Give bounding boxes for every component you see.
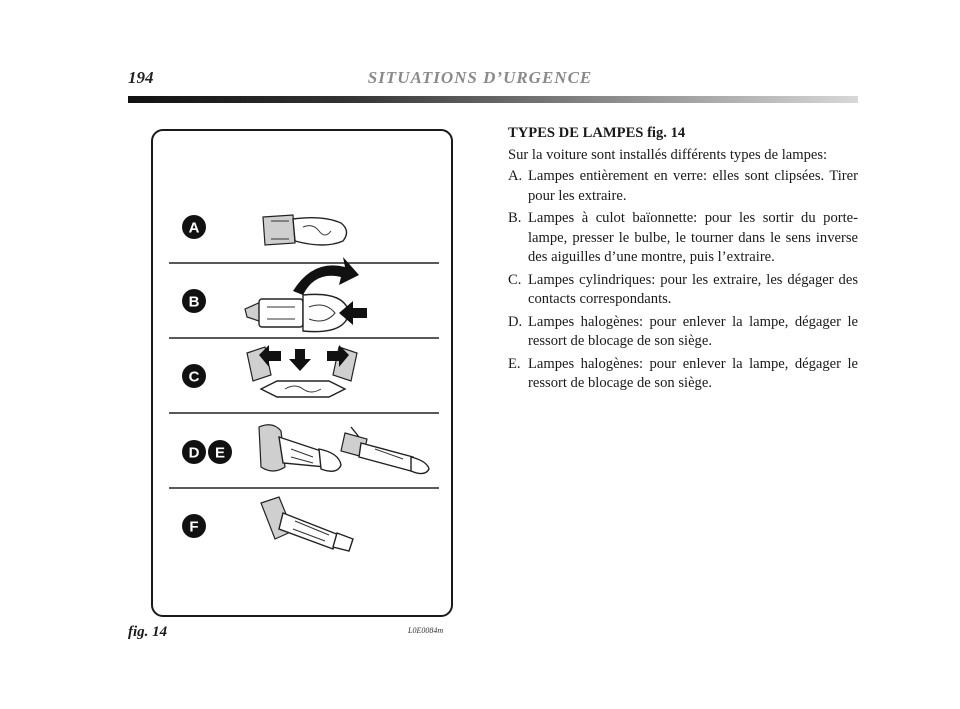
figure-frame bbox=[151, 129, 453, 617]
content-intro: Sur la voiture sont installés différents types de lampes: bbox=[508, 146, 828, 163]
content-heading: TYPES DE LAMPES fig. 14 bbox=[508, 125, 686, 141]
halogen-h7-lamp-icon bbox=[259, 425, 341, 472]
list-item bbox=[508, 355, 858, 394]
label-f bbox=[182, 514, 206, 538]
label-e bbox=[208, 440, 232, 464]
label-b bbox=[182, 289, 206, 313]
lamp-types-list bbox=[508, 167, 858, 394]
svg-text:D: D bbox=[188, 444, 200, 462]
page-number: 194 bbox=[128, 68, 154, 87]
list-item-letter: B. bbox=[508, 210, 522, 226]
figure-code: L0E0084m bbox=[408, 626, 444, 635]
release-arrow-down-icon bbox=[289, 349, 311, 371]
list-item-text: Lampes entièrement en verre: elles sont clipsées. Tirer pour les extraire. bbox=[528, 168, 858, 204]
list-item-letter: D. bbox=[508, 313, 523, 330]
label-c bbox=[182, 364, 206, 388]
list-item-text: Lampes à culot baïonnette: pour les sortir du porte-lampe, presser le bulbe, le tourner dans le sens inverse des aiguilles d’une montre, puis l’extraire. bbox=[528, 210, 858, 265]
figure-caption: fig. 14 bbox=[128, 624, 168, 640]
list-item-text: Lampes halogènes: pour enlever la lampe, dégager le ressort de blocage de son siège. bbox=[528, 355, 858, 391]
list-item bbox=[508, 271, 858, 310]
list-item-text: Lampes cylindriques: pour les extraire, les dégager des contacts correspondants. bbox=[528, 271, 858, 307]
list-item bbox=[508, 167, 858, 206]
list-item-letter: A. bbox=[508, 168, 523, 184]
halogen-h1-lamp-icon bbox=[341, 427, 429, 474]
svg-text:E: E bbox=[214, 444, 226, 462]
svg-text:B: B bbox=[188, 293, 200, 311]
header-rule bbox=[128, 96, 858, 103]
bayonet-bulb-icon bbox=[245, 294, 349, 331]
list-item bbox=[508, 209, 858, 268]
list-item-letter: C. bbox=[508, 271, 522, 288]
section-title: SITUATIONS D’URGENCE bbox=[367, 68, 593, 87]
glass-wedge-lamp-icon bbox=[263, 215, 347, 245]
list-item bbox=[508, 313, 858, 352]
svg-text:F: F bbox=[189, 518, 199, 536]
svg-text:C: C bbox=[188, 368, 200, 386]
svg-text:A: A bbox=[188, 219, 200, 237]
label-a bbox=[182, 215, 206, 239]
label-d bbox=[182, 440, 206, 464]
text-column bbox=[508, 124, 858, 397]
halogen-lamp-f-icon bbox=[261, 497, 353, 551]
lamp-types-illustration bbox=[153, 131, 455, 619]
list-item-letter: E. bbox=[508, 355, 521, 372]
list-item-text: Lampes halogènes: pour enlever la lampe, dégager le ressort de blocage de son siège. bbox=[528, 313, 858, 349]
